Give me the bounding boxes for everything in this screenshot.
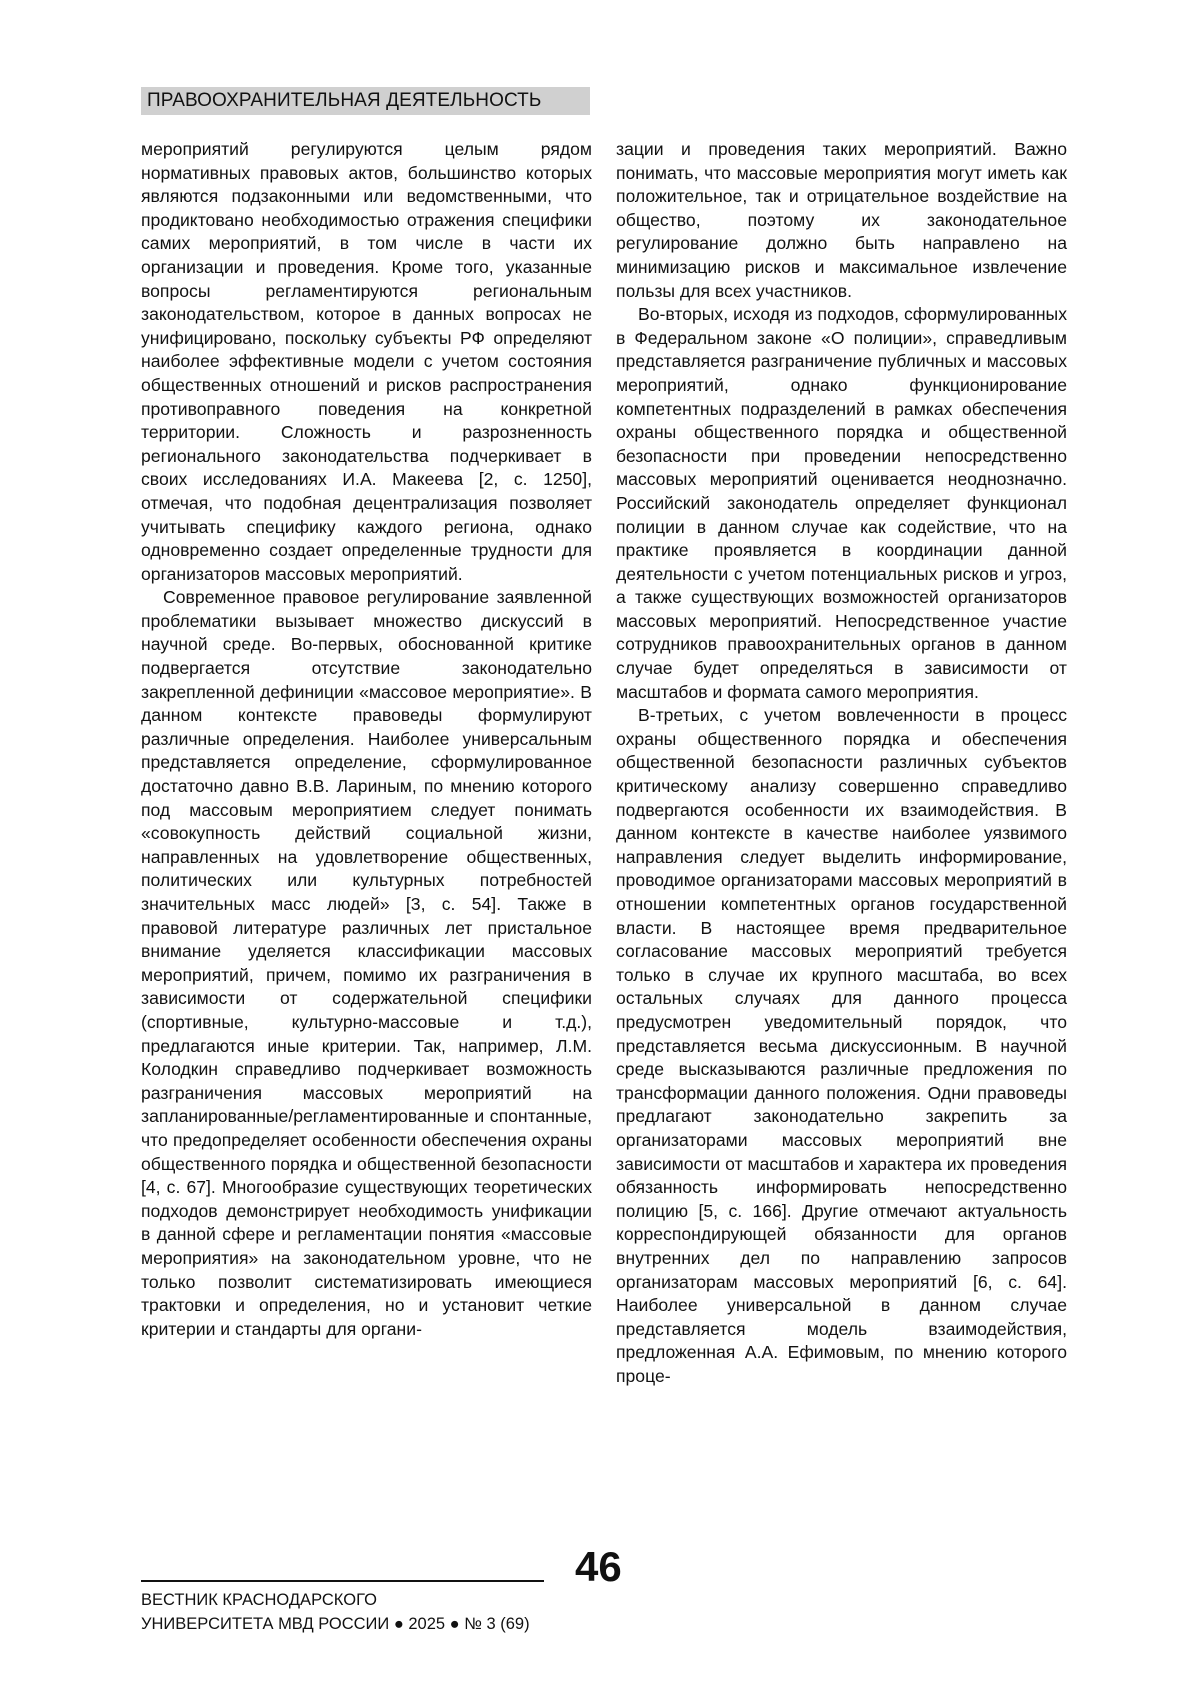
section-header: ПРАВООХРАНИТЕЛЬНАЯ ДЕЯТЕЛЬНОСТЬ: [141, 87, 590, 115]
journal-line-2: УНИВЕРСИТЕТА МВД РОССИИ ● 2025 ● № 3 (69): [141, 1615, 530, 1633]
journal-line-1: ВЕСТНИК КРАСНОДАРСКОГО: [141, 1591, 377, 1609]
paragraph: зации и проведения таких мероприятий. Важно понимать, что массовые мероприятия могут иметь как положительное, так и отрицательное воздействие на общество, поэтому их законодательное регулирование должно быть направлено на минимизацию рисков и максимальное извлечение пользы для всех участников.: [616, 139, 1067, 301]
journal-title: [141, 1588, 530, 1636]
paragraph: мероприятий регулируются целым рядом нормативных правовых актов, большинство которых являются подзаконными или ведомственными, что продиктовано необходимостью отражения специфики самих мероприятий, в том числе в части их организации и проведения. Кроме того, указанные вопросы регламентируются региональным законодательством, которое в данных вопросах не унифицировано, поскольку субъекты РФ определяют наиболее эффективные модели с учетом состояния общественных отношений и рисков распространения противоправного поведения на конкретной территории. Сложность и разрозненность регионального законодательства подчеркивает в своих исследованиях И.А. Макеева [2, с. 1250], отмечая, что подобная децентрализация позволяет учитывать специфику каждого региона, однако одновременно создает определенные трудности для организаторов массовых мероприятий.: [141, 139, 592, 584]
footer-rule: [141, 1580, 544, 1582]
right-column: [616, 138, 1067, 1388]
paragraph: Современное правовое регулирование заявленной проблематики вызывает множество дискуссий в научной среде. Во-первых, обоснованной критике подвергается отсутствие законодательно закрепленной дефиниции «массовое мероприятие». В данном контексте правоведы формулируют различные определения. Наиболее универсальным представляется определение, сформулированное достаточно давно В.В. Лариным, по мнению которого под массовым мероприятием следует понимать «совокупность действий социальной жизни, направленных на удовлетворение общественных, политических или культурных потребностей значительных масс людей» [3, с. 54]. Также в правовой литературе различных лет пристальное внимание уделяется классификации массовых мероприятий, причем, помимо их разграничения в зависимости от содержательной специфики (спортивные, культурно-массовые и т.д.), предлагаются иные критерии. Так, например, Л.М. Колодкин справедливо подчеркивает возможность разграничения массовых мероприятий на запланированные/регламентированные и спонтанные, что предопределяет особенности обеспечения охраны общественного порядка и общественной безопасности [4, с. 67]. Многообразие существующих теоретических подходов демонстрирует необходимость унификации в данной сфере и регламентации понятия «массовые мероприятия» на законодательном уровне, что не только позволит систематизировать имеющиеся трактовки и определения, но и установит четкие критерии и стандарты для органи-: [141, 587, 592, 1339]
left-column: [141, 138, 592, 1341]
paragraph: В-третьих, с учетом вовлеченности в процесс охраны общественного порядка и обеспечения общественной безопасности различных субъектов критическому анализу совершенно справедливо подвергаются особенности их взаимодействия. В данном контексте в качестве наиболее уязвимого направления следует выделить информирование, проводимое организаторами массовых мероприятий в отношении компетентных органов государственной власти. В настоящее время предварительное согласование массовых мероприятий требуется только в случае их крупного масштаба, во всех остальных случаях для данного процесса предусмотрен уведомительный порядок, что представляется весьма дискуссионным. В научной среде высказываются различные предложения по трансформации данного положения. Одни правоведы предлагают законодательно закрепить за организаторами массовых мероприятий вне зависимости от масштабов и характера их проведения обязанность информировать непосредственно полицию [5, с. 166]. Другие отмечают актуальность корреспондирующей обязанности для органов внутренних дел по направлению запросов организаторам массовых мероприятий [6, с. 64]. Наиболее универсальной в данном случае представляется модель взаимодействия, предложенная А.А. Ефимовым, по мнению которого проце-: [616, 705, 1067, 1386]
page-number: 46: [575, 1543, 622, 1590]
paragraph: Во-вторых, исходя из подходов, сформулированных в Федеральном законе «О полиции», справедливым представляется разграничение публичных и массовых мероприятий, однако функционирование компетентных подразделений в рамках обеспечения охраны общественного порядка и общественной безопасности при проведении непосредственно массовых мероприятий оценивается неоднозначно. Российский законодатель определяет функционал полиции в данном случае как содействие, что на практике проявляется в координации данной деятельности с учетом потенциальных рисков и угроз, а также существующих возможностей организаторов массовых мероприятий. Непосредственное участие сотрудников правоохранительных органов в данном случае будет определяться в зависимости от масштабов и формата самого мероприятия.: [616, 304, 1067, 702]
